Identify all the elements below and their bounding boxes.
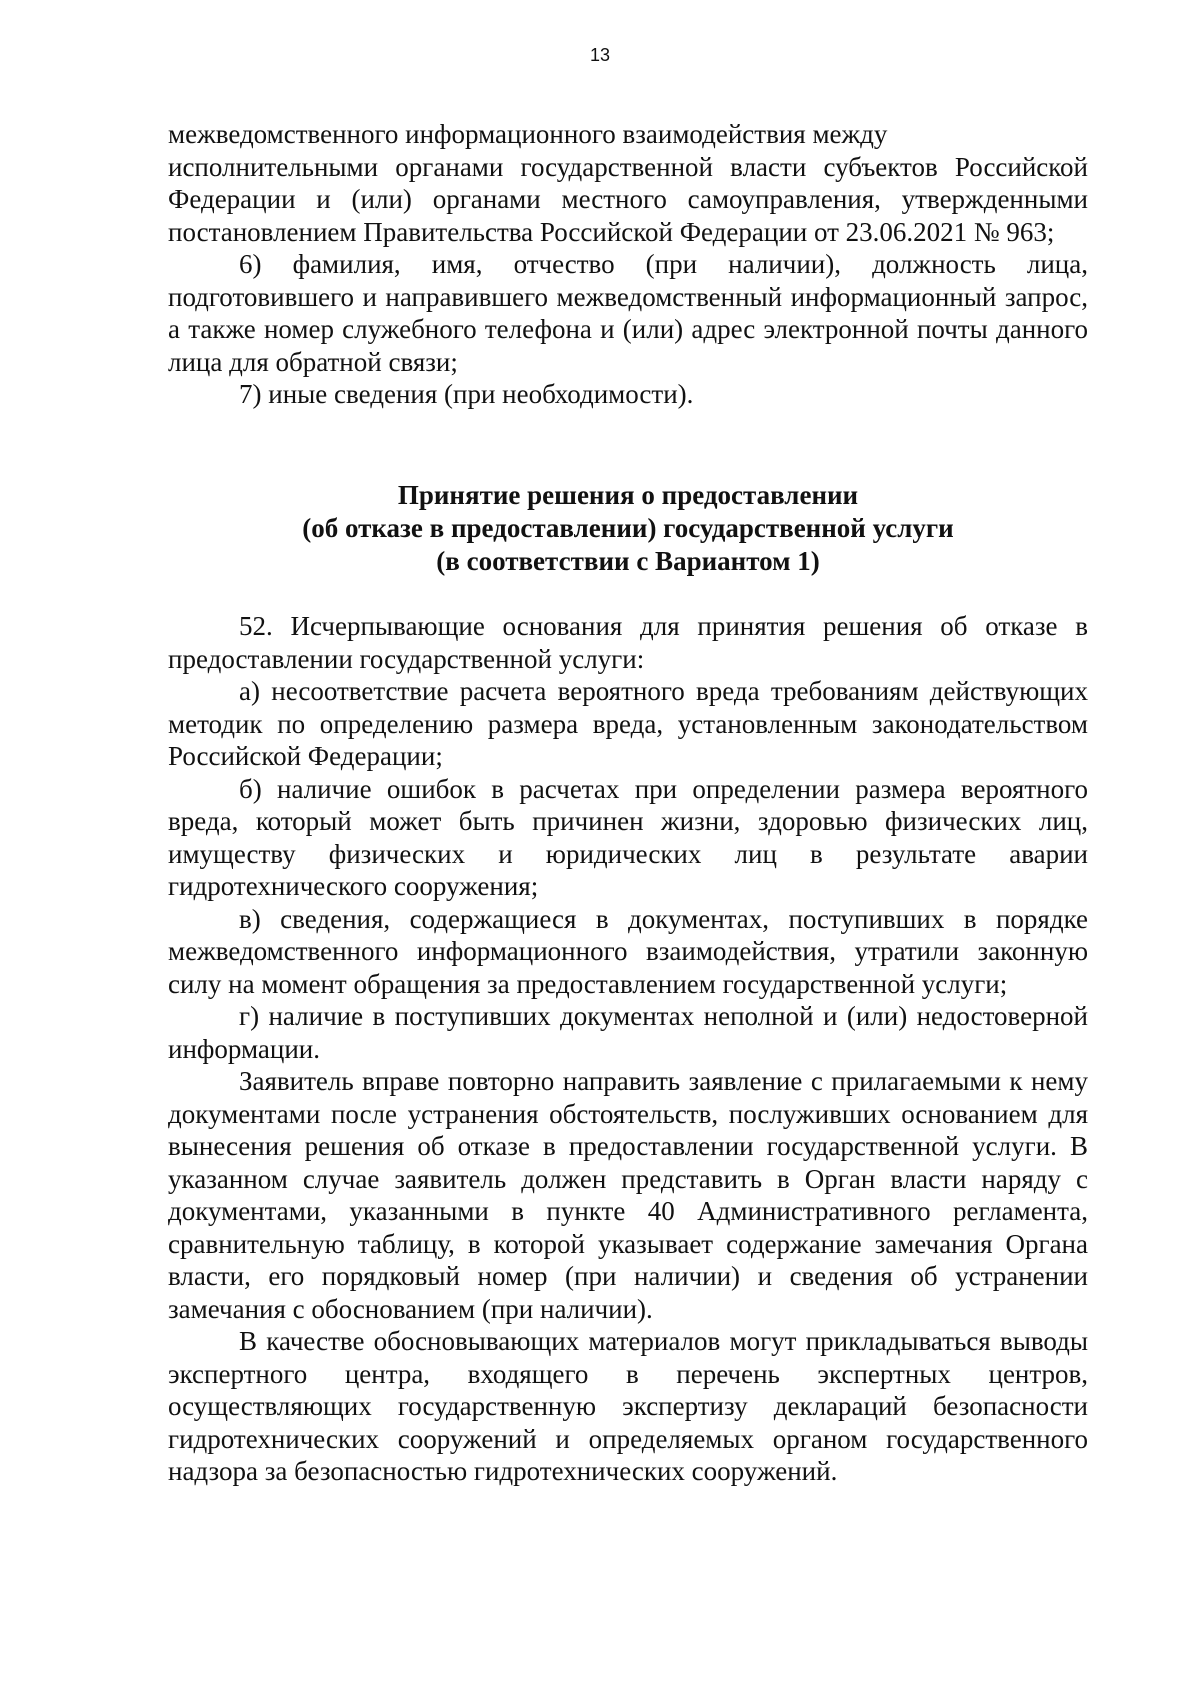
paragraph-materials: В качестве обосновывающих материалов могут прикладываться выводы экспертного центра, входящего в перечень экспертных центров, осуществляющих государственную экспертизу деклараций безопасности гидротехнических сооружений и определяемых органом государственного надзора за безопасностью гидротехнических сооружений.: [168, 1326, 1088, 1486]
list-item-g: г) наличие в поступивших документах неполной и (или) недостоверной информации.: [168, 1001, 1088, 1064]
main-text-block: [168, 610, 1088, 1488]
list-item-b: б) наличие ошибок в расчетах при определении размера вероятного вреда, который может быть причинен жизни, здоровью физических лиц, имуществу физических и юридических лиц в результате аварии гидротехнического сооружения;: [168, 773, 1088, 901]
page-number: 13: [589, 45, 611, 65]
heading-line-3: (в соответствии с Вариантом 1): [436, 546, 820, 576]
list-item-7: 7) иные сведения (при необходимости).: [239, 379, 694, 409]
paragraph-52: 52. Исчерпывающие основания для принятия решения об отказе в предоставлении государственной услуги:: [168, 611, 1088, 674]
section-heading: [168, 479, 1088, 578]
intro-continuation: исполнительными органами государственной власти субъектов Российской Федерации и (или) органами местного самоуправления, утвержденными постановлением Правительства Российской Федерации от 23.06.2021 № 963;: [168, 151, 1088, 247]
heading-line-2: (об отказе в предоставлении) государственной услуги: [302, 513, 954, 543]
top-text-block: [168, 118, 1088, 411]
intro-first-line: межведомственного информационного взаимодействия между: [168, 119, 888, 149]
heading-line-1: Принятие решения о предоставлении: [397, 480, 859, 510]
paragraph-applicant: Заявитель вправе повторно направить заявление с прилагаемыми к нему документами после устранения обстоятельств, послуживших основанием для вынесения решения об отказе в предоставлении государственной услуги. В указанном случае заявитель должен представить в Орган власти наряду с документами, указанными в пункте 40 Административного регламента, сравнительную таблицу, в которой указывает содержание замечания Органа власти, его порядковый номер (при наличии) и сведения об устранении замечания с обоснованием (при наличии).: [168, 1066, 1088, 1324]
list-item-v: в) сведения, содержащиеся в документах, поступивших в порядке межведомственного информационного взаимодействия, утратили законную силу на момент обращения за предоставлением государственной услуги;: [168, 903, 1088, 999]
list-item-6: 6) фамилия, имя, отчество (при наличии), должность лица, подготовившего и направившего межведомственный информационный запрос, а также номер служебного телефона и (или) адрес электронной почты данного лица для обратной связи;: [168, 249, 1088, 377]
list-item-a: а) несоответствие расчета вероятного вреда требованиям действующих методик по определению размера вреда, установленным законодательством Российской Федерации;: [168, 676, 1088, 771]
